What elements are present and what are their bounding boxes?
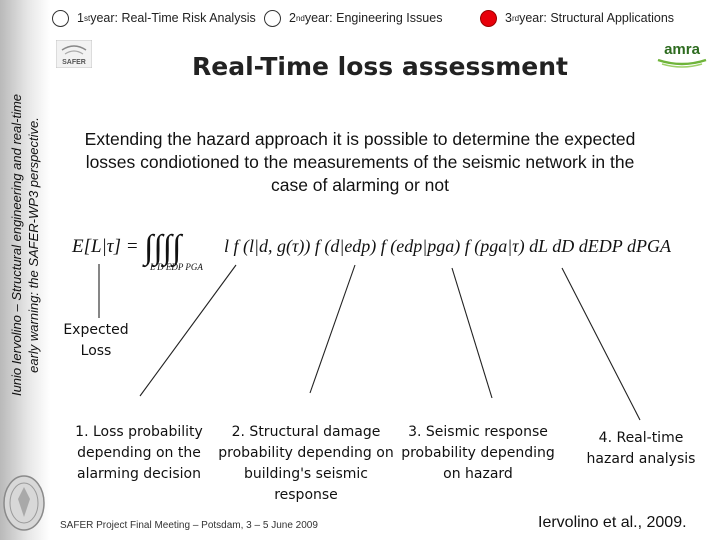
label-hazard-analysis-line2: hazard analysis [586, 451, 696, 467]
sidebar-line-2: early warning: the SAFER-WP3 perspective. [26, 117, 41, 373]
step-year-3 [480, 8, 674, 28]
label-loss-probability-line3: alarming decision [76, 466, 201, 482]
connector-seismic-response [452, 268, 492, 398]
step-1-num: 1 [77, 11, 84, 25]
label-structural-damage-line4: response [274, 487, 338, 503]
label-structural-damage [212, 422, 400, 506]
step-1-suffix: st [83, 13, 91, 23]
label-loss-probability-line1: 1. Loss probability [75, 424, 203, 440]
slide-title: Real-Time loss assessment [192, 52, 568, 81]
label-structural-damage-line3: building's seismic [244, 466, 368, 482]
step-dot-active-icon [480, 10, 497, 27]
step-3-num: 3 [505, 11, 512, 25]
year-progress-bar [52, 0, 720, 36]
formula-expectation: E[L|τ] = [72, 236, 139, 257]
step-dot-icon [52, 10, 69, 27]
label-seismic-response-line3: on hazard [443, 466, 513, 482]
label-hazard-analysis-line1: 4. Real-time [598, 430, 684, 446]
sidebar-line-1: Iunio Iervolino – Structural engineering and real-time [9, 93, 24, 397]
step-3-text: year: Structural Applications [519, 11, 675, 25]
footer-citation: Iervolino et al., 2009. [538, 514, 687, 531]
step-dot-icon [264, 10, 281, 27]
amra-logo [652, 38, 712, 68]
connector-loss-probability [140, 265, 236, 396]
label-loss-probability [68, 422, 210, 485]
step-3-suffix: rd [511, 13, 520, 23]
formula-integrand: l f (l|d, g(τ)) f (d|edp) f (edp|pga) f (pga|τ) dL dD dEDP dPGA [224, 236, 671, 256]
label-hazard-analysis [578, 428, 704, 470]
label-seismic-response [396, 422, 560, 485]
step-year-2 [264, 8, 442, 28]
step-year-1 [52, 8, 256, 28]
author-title-vertical [8, 25, 42, 465]
safer-logo [56, 40, 92, 68]
label-seismic-response-line2: probability depending [401, 445, 555, 461]
label-structural-damage-line1: 2. Structural damage [231, 424, 381, 440]
amra-logo-text: amra [664, 41, 700, 58]
label-expected-loss-line1: Expected [63, 322, 129, 338]
sidebar-strip [0, 0, 50, 540]
integral-signs: ∫∫∫∫ [144, 229, 182, 266]
slide-description: Extending the hazard approach it is possible to determine the expected losses condiotioned to the measurements of the seismic network in the case of alarming or not [84, 129, 636, 195]
connector-structural-damage [310, 265, 355, 393]
loss-formula [70, 222, 710, 272]
connector-hazard-analysis [562, 268, 640, 420]
integral-limits: L D EDP PGA [150, 262, 203, 272]
label-expected-loss-line2: Loss [80, 343, 112, 359]
label-loss-probability-line2: depending on the [77, 445, 201, 461]
step-2-text: year: Engineering Issues [304, 11, 443, 25]
footer-meeting: SAFER Project Final Meeting – Potsdam, 3 – 5 June 2009 [60, 520, 318, 531]
university-seal-icon [2, 473, 46, 533]
step-1-text: year: Real-Time Risk Analysis [90, 11, 256, 25]
safer-logo-text: SAFER [62, 59, 86, 66]
label-structural-damage-line2: probability depending on [218, 445, 394, 461]
label-seismic-response-line1: 3. Seismic response [408, 424, 548, 440]
step-2-num: 2 [289, 11, 296, 25]
label-expected-loss [56, 320, 136, 362]
step-2-suffix: nd [295, 13, 305, 23]
